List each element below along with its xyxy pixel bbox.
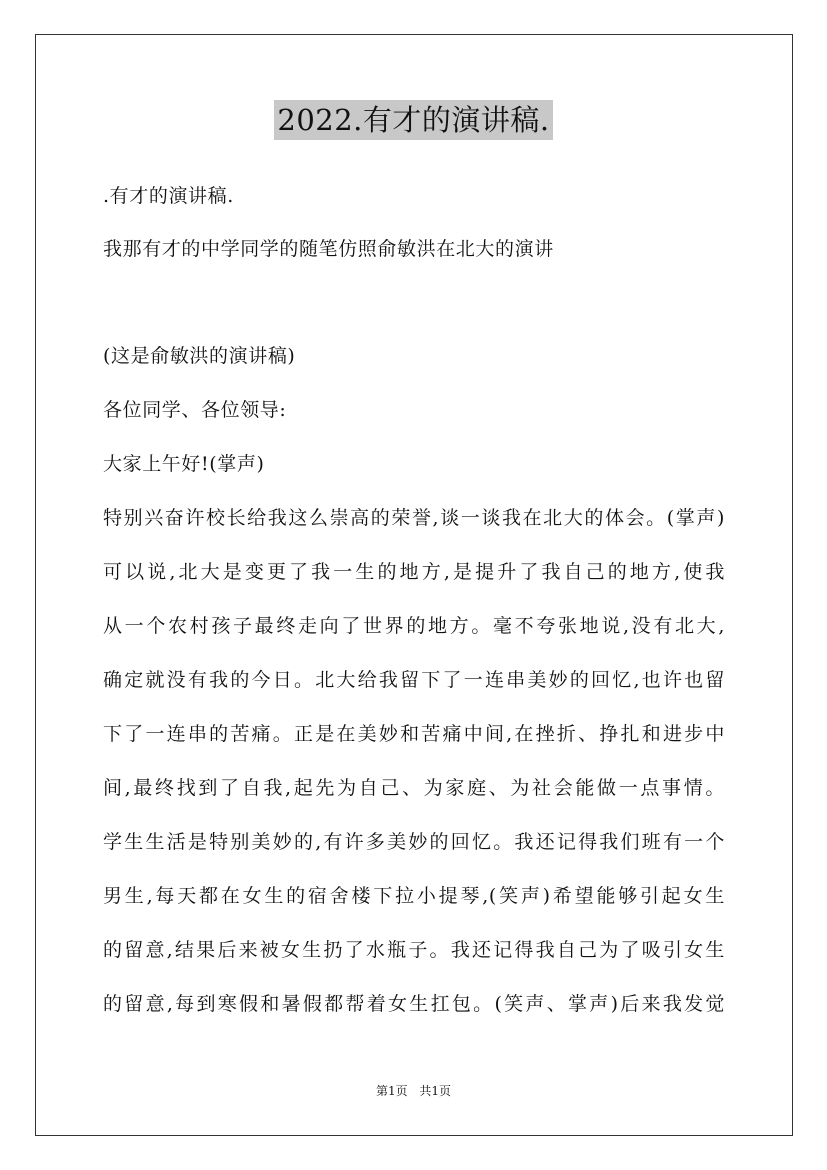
page-footer bbox=[0, 1083, 827, 1099]
page-total: 共1页 bbox=[419, 1084, 452, 1098]
body-line: 的留意,结果后来被女生扔了水瓶子。我还记得我自己为了吸引女生 bbox=[103, 939, 725, 961]
paragraph-note: (这是俞敏洪的演讲稿) bbox=[103, 345, 296, 367]
paragraph-subtitle: .有才的演讲稿. bbox=[103, 185, 234, 207]
body-line: 的留意,每到寒假和暑假都帮着女生扛包。(笑声、掌声)后来我发觉 bbox=[103, 993, 725, 1015]
body-line: 确定就没有我的今日。北大给我留下了一连串美妙的回忆,也许也留 bbox=[103, 669, 725, 691]
body-line: 间,最终找到了自我,起先为自己、为家庭、为社会能做一点事情。 bbox=[103, 777, 725, 799]
paragraph-greeting: 大家上午好!(掌声) bbox=[103, 453, 265, 475]
document-title: 2022.有才的演讲稿. bbox=[274, 100, 552, 140]
body-line: 男生,每天都在女生的宿舍楼下拉小提琴,(笑声)希望能够引起女生 bbox=[103, 885, 725, 907]
paragraph-intro: 我那有才的中学同学的随笔仿照俞敏洪在北大的演讲 bbox=[103, 238, 554, 260]
paragraph-salutation: 各位同学、各位领导: bbox=[103, 399, 287, 421]
body-line: 下了一连串的苦痛。正是在美妙和苦痛中间,在挫折、挣扎和进步中 bbox=[103, 723, 725, 745]
body-line: 特别兴奋许校长给我这么崇高的荣誉,谈一谈我在北大的体会。(掌声) bbox=[103, 507, 725, 529]
page-number: 第1页 bbox=[375, 1084, 408, 1098]
title-wrap bbox=[0, 100, 827, 140]
body-line: 从一个农村孩子最终走向了世界的地方。毫不夸张地说,没有北大, bbox=[103, 615, 725, 637]
body-line: 学生生活是特别美妙的,有许多美妙的回忆。我还记得我们班有一个 bbox=[103, 831, 725, 853]
body-line: 可以说,北大是变更了我一生的地方,是提升了我自己的地方,使我 bbox=[103, 561, 725, 583]
